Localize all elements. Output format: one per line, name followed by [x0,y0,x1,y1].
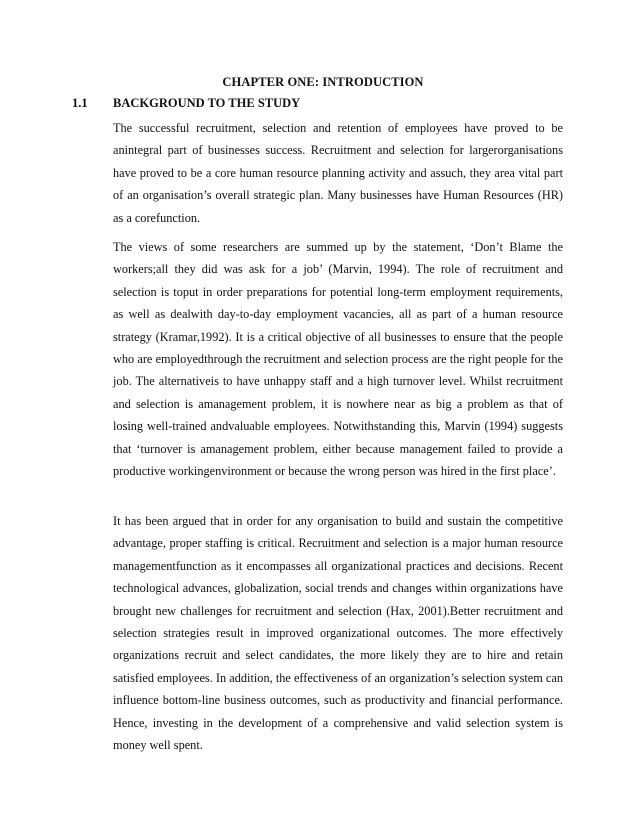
chapter-title [0,75,638,90]
paragraph-1: The successful recruitment, selection and retention of employees have proved to be anintegral part of businesses success. Recruitment and selection for largerorganisations have proved to be a core human resource planning activity and assuch, they area vital part of an organisation’s overall strategic plan. Many businesses have Human Resources (HR) as a corefunction. [113,121,563,225]
section-heading: BACKGROUND TO THE STUDY [113,96,301,110]
chapter-title-text: CHAPTER ONE: INTRODUCTION [222,75,424,89]
paragraph-2: The views of some researchers are summed up by the statement, ‘Don’t Blame the workers;all they did was ask for a job’ (Marvin, 1994). The role of recruitment and selection is toput in order preparations for potential long-term employment requirements, as well as dealwith day-to-day employment vacancies, all as part of a human resource strategy (Kramar,1992). It is a critical objective of all businesses to ensure that the people who are employedthrough the recruitment and selection process are the right people for the job. The alternativeis to have unhappy staff and a high turnover level. Whilst recruitment and selection is amanagement problem, it is nowhere near as big a problem as that of losing well-trained andvaluable employees. Notwithstanding this, Marvin (1994) suggests that ‘turnover is amanagement problem, either because management failed to provide a productive workingenvironment or because the wrong person was hired in the first place’. [113,240,563,479]
paragraph-3: It has been argued that in order for any organisation to build and sustain the competitive advantage, proper staffing is critical. Recruitment and selection is a major human resource managementfunction as it encompasses all organizational practices and decisions. Recent technological advances, globalization, social trends and changes within organizations have brought new challenges for recruitment and selection (Hax, 2001).Better recruitment and selection strategies result in improved organizational outcomes. The more effectively organizations recruit and select candidates, the more likely they are to hire and retain satisfied employees. In addition, the effectiveness of an organization’s selection system can influence bottom-line business outcomes, such as productivity and financial performance. Hence, investing in the development of a comprehensive and valid selection system is money well spent. [113,514,563,753]
section-number: 1.1 [72,96,88,110]
